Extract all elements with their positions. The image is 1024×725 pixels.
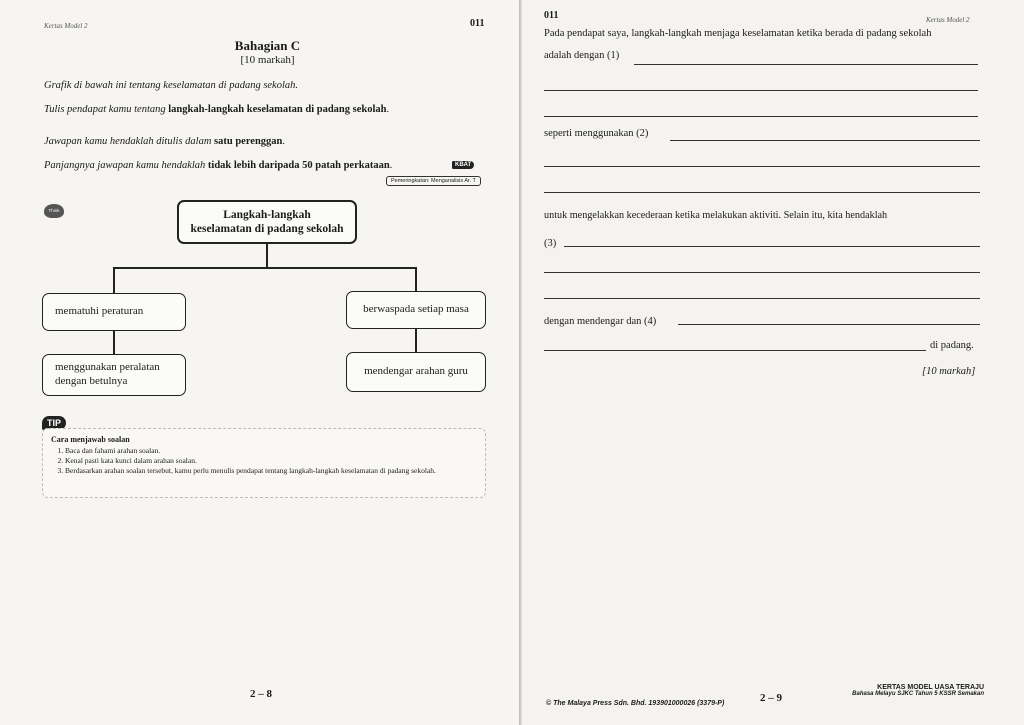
left-page-header: Kertas Model 2 xyxy=(44,22,88,30)
answer-prompt-4: dengan mendengar dan (4) xyxy=(544,316,657,327)
diagram-node-text: mendengar arahan guru xyxy=(364,365,468,378)
tip-item: 2. Kenal pasti kata kunci dalam arahan soalan. xyxy=(65,456,477,465)
right-page-code: 011 xyxy=(544,10,559,21)
diagram-node-menggunakan-peralatan xyxy=(42,354,186,396)
footer-book-title: KERTAS MODEL UASA TERAJU xyxy=(877,684,984,691)
footer-book-info xyxy=(822,684,984,697)
diagram-node-text: berwaspada setiap masa xyxy=(363,303,469,316)
answer-blank-4b[interactable] xyxy=(544,350,926,351)
answer-blank-1c[interactable] xyxy=(544,116,978,117)
answer-prompt-2: seperti menggunakan (2) xyxy=(544,128,649,139)
answer-blank-1[interactable] xyxy=(634,64,978,65)
section-title: Bahagian C xyxy=(234,38,301,53)
diagram-connector-right xyxy=(415,267,417,291)
diagram-node-berwaspada xyxy=(346,291,486,329)
answer-prompt-1: adalah dengan (1) xyxy=(544,50,620,61)
answer-blank-1b[interactable] xyxy=(544,90,978,91)
right-page xyxy=(522,0,1024,725)
diagram-connector-right-lower xyxy=(415,329,417,352)
diagram-root-box xyxy=(177,200,357,244)
thinking-cloud-icon: Think xyxy=(44,204,64,218)
diagram-node-text: menggunakan peralatan dengan betulnya xyxy=(55,361,160,387)
diagram-node-mematuhi-peraturan xyxy=(42,293,186,331)
answer-blank-3c[interactable] xyxy=(544,298,980,299)
answer-blank-4[interactable] xyxy=(678,324,980,325)
answer-blank-3[interactable] xyxy=(564,246,980,247)
tip-heading: Cara menjawab soalan xyxy=(51,435,130,444)
kbat-badge: KBAT xyxy=(452,161,474,169)
section-marks: [10 markah] xyxy=(240,54,295,66)
answer-marks: [10 markah] xyxy=(922,366,976,377)
tip-badge: TIP xyxy=(42,416,66,430)
answer-blank-2c[interactable] xyxy=(544,192,980,193)
left-page-number: 2 – 8 xyxy=(250,688,272,700)
answer-closing-text: di padang. xyxy=(930,340,974,351)
instruction-3: Jawapan kamu hendaklah ditulis dalam satu perenggan. xyxy=(44,136,286,147)
answer-line-1-text: Pada pendapat saya, langkah-langkah menjaga keselamatan ketika berada di padang sekolah xyxy=(544,28,932,39)
answer-blank-3b[interactable] xyxy=(544,272,980,273)
answer-blank-2[interactable] xyxy=(670,140,980,141)
answer-prompt-3: (3) xyxy=(544,238,557,249)
tip-list xyxy=(51,446,477,475)
instruction-1: Grafik di bawah ini tentang keselamatan di padang sekolah. xyxy=(44,80,299,91)
diagram-root-text: Langkah-langkah keselamatan di padang sekolah xyxy=(190,208,344,235)
instruction-2: Tulis pendapat kamu tentang langkah-langkah keselamatan di padang sekolah. xyxy=(44,104,390,115)
right-page-number: 2 – 9 xyxy=(760,692,782,704)
footer-publisher: © The Malaya Press Sdn. Bhd. 193901000026 (3379-P) xyxy=(546,700,725,707)
tip-item: 1. Baca dan fahami arahan soalan. xyxy=(65,446,477,455)
kbat-level-tag: Pemeringkatan: Menganalisis Ar. T xyxy=(386,176,481,186)
tip-box xyxy=(42,428,486,498)
tip-item: 3. Berdasarkan arahan soalan tersebut, kamu perlu menulis pendapat tentang langkah-langkah keselamatan di padang sekolah. xyxy=(65,466,477,475)
diagram-node-mendengar-arahan xyxy=(346,352,486,392)
right-page-header: Kertas Model 2 xyxy=(926,16,970,24)
diagram-connector-left xyxy=(113,267,115,293)
answer-line-4-text: untuk mengelakkan kecederaan ketika melakukan aktiviti. Selain itu, kita hendaklah xyxy=(544,210,888,221)
answer-blank-2b[interactable] xyxy=(544,166,980,167)
footer-book-subtitle: Bahasa Melayu SJKC Tahun 5 KSSR Semakan xyxy=(852,691,984,697)
left-page-code: 011 xyxy=(470,18,485,29)
diagram-connector-horizontal xyxy=(113,267,417,269)
diagram-connector-left-lower xyxy=(113,331,115,354)
diagram-node-text: mematuhi peraturan xyxy=(55,305,144,318)
instruction-4: Panjangnya jawapan kamu hendaklah tidak lebih daripada 50 patah perkataan. xyxy=(44,160,393,171)
diagram-connector-root xyxy=(266,244,268,268)
